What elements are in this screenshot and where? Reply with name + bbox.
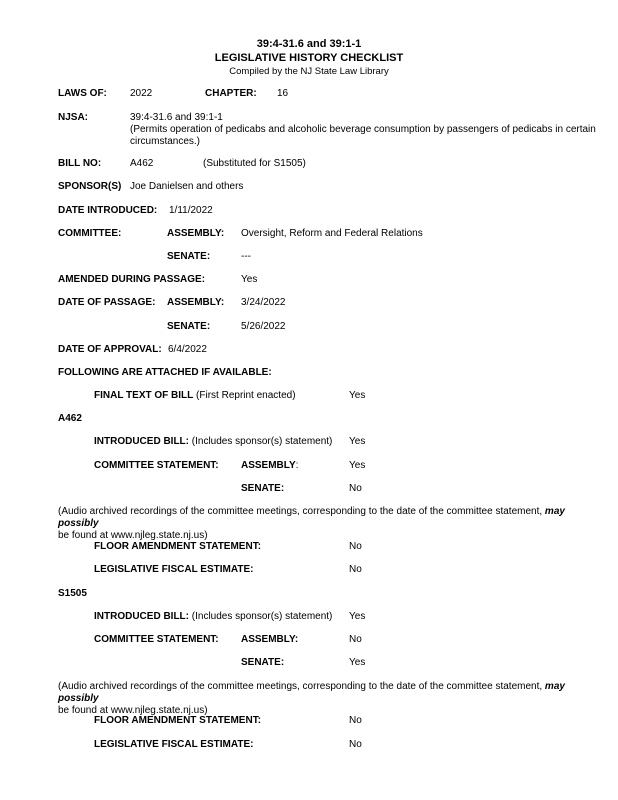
amended-value: Yes	[241, 274, 258, 285]
s1505-audio-emphasis: may possibly	[58, 681, 565, 704]
a462-cs-senate-value: No	[349, 483, 362, 494]
final-text-row	[94, 390, 296, 402]
chapter-value: 16	[277, 88, 289, 99]
sponsor-value: Joe Danielsen and others	[130, 181, 244, 192]
a462-audio-emphasis: may possibly	[58, 506, 565, 529]
a462-cs-senate-label: SENATE:	[241, 483, 285, 494]
final-text-value: Yes	[349, 390, 366, 401]
final-text-label: FINAL TEXT OF BILL	[94, 390, 194, 401]
date-introduced-label: DATE INTRODUCED:	[58, 205, 158, 216]
laws-of-value: 2022	[130, 88, 153, 99]
s1505-fiscal-label: LEGISLATIVE FISCAL ESTIMATE:	[94, 739, 254, 750]
s1505-fiscal-value: No	[349, 739, 362, 750]
s1505-introduced-value: Yes	[349, 611, 366, 622]
committee-label: COMMITTEE:	[58, 228, 122, 239]
a462-cs-assembly-value: Yes	[349, 460, 366, 471]
a462-fiscal-label: LEGISLATIVE FISCAL ESTIMATE:	[94, 564, 254, 575]
passage-assembly-label: ASSEMBLY:	[167, 297, 225, 308]
passage-assembly-value: 3/24/2022	[241, 297, 286, 308]
a462-floor-label: FLOOR AMENDMENT STATEMENT:	[94, 541, 262, 552]
s1505-cs-label: COMMITTEE STATEMENT:	[94, 634, 219, 645]
document-subtitle: LEGISLATIVE HISTORY CHECKLIST	[214, 52, 404, 64]
s1505-introduced-note: (Includes sponsor(s) statement)	[191, 611, 333, 622]
date-introduced-value: 1/11/2022	[169, 205, 213, 216]
bill-no-value: A462	[130, 158, 154, 169]
passage-senate-label: SENATE:	[167, 321, 211, 332]
bill-no-label: BILL NO:	[58, 158, 102, 169]
compiled-by: Compiled by the NJ State Law Library	[229, 66, 389, 77]
s1505-cs-assembly-value: No	[349, 634, 362, 645]
committee-assembly-label: ASSEMBLY:	[167, 228, 225, 239]
attached-heading: FOLLOWING ARE ATTACHED IF AVAILABLE:	[58, 367, 272, 378]
a462-cs-label: COMMITTEE STATEMENT:	[94, 460, 219, 471]
a462-cs-assembly-colon: :	[295, 460, 299, 471]
s1505-cs-senate-value: Yes	[349, 657, 366, 668]
njsa-description: (Permits operation of pedicabs and alcoholic beverage consumption by passengers of pedicabs in certain circumstances.)	[130, 124, 596, 147]
sponsor-label: SPONSOR(S)	[58, 181, 122, 192]
approval-label: DATE OF APPROVAL:	[58, 344, 162, 355]
s1505-audio-note: (Audio archived recordings of the committee meetings, corresponding to the date of the committee statement, may possibly be found at www.njleg.state.nj.us)	[58, 681, 565, 716]
s1505-floor-value: No	[349, 715, 362, 726]
final-text-note: (First Reprint enacted)	[196, 390, 296, 401]
bill-no-substituted: (Substituted for S1505)	[203, 158, 306, 169]
amended-label: AMENDED DURING PASSAGE:	[58, 274, 206, 285]
committee-senate-value: ---	[241, 251, 251, 262]
a462-cs-assembly-label: ASSEMBLY	[241, 460, 296, 471]
document-title: 39:4-31.6 and 39:1-1	[256, 38, 362, 50]
s1505-introduced-label: INTRODUCED BILL:	[94, 611, 189, 622]
s1505-cs-assembly-label: ASSEMBLY:	[241, 634, 299, 645]
a462-fiscal-value: No	[349, 564, 362, 575]
a462-introduced-row	[94, 436, 332, 448]
s1505-heading: S1505	[58, 588, 87, 599]
s1505-cs-senate-label: SENATE:	[241, 657, 285, 668]
a462-introduced-label: INTRODUCED BILL:	[94, 436, 189, 447]
s1505-floor-label: FLOOR AMENDMENT STATEMENT:	[94, 715, 262, 726]
chapter-label: CHAPTER:	[205, 88, 257, 99]
a462-introduced-note: (Includes sponsor(s) statement)	[191, 436, 333, 447]
njsa-label: NJSA:	[58, 112, 89, 123]
a462-heading: A462	[58, 413, 82, 424]
laws-of-label: LAWS OF:	[58, 88, 107, 99]
passage-label: DATE OF PASSAGE:	[58, 297, 156, 308]
passage-senate-value: 5/26/2022	[241, 321, 286, 332]
approval-value: 6/4/2022	[168, 344, 207, 355]
committee-assembly-value: Oversight, Reform and Federal Relations	[241, 228, 423, 239]
njsa-value: 39:4-31.6 and 39:1-1	[130, 112, 223, 123]
a462-cs-assembly	[241, 460, 298, 472]
s1505-introduced-row	[94, 611, 332, 623]
a462-introduced-value: Yes	[349, 436, 366, 447]
committee-senate-label: SENATE:	[167, 251, 211, 262]
a462-audio-note: (Audio archived recordings of the committee meetings, corresponding to the date of the committee statement, may possibly be found at www.njleg.state.nj.us)	[58, 506, 565, 541]
a462-floor-value: No	[349, 541, 362, 552]
